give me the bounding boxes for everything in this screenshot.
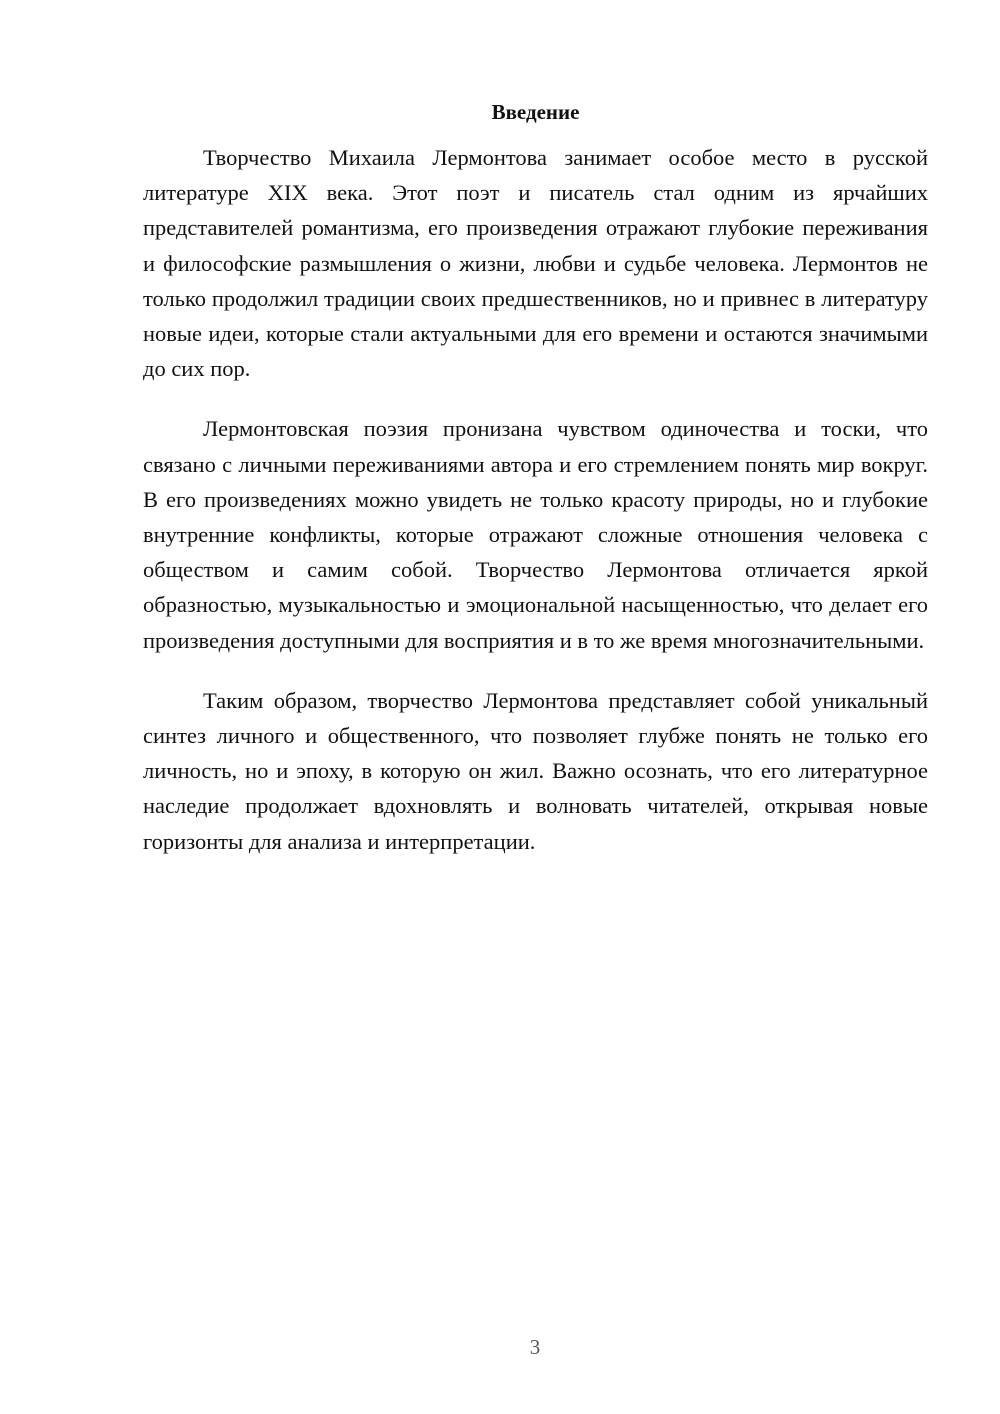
section-heading: Введение	[491, 100, 580, 124]
page-number: 3	[529, 1335, 541, 1359]
paragraph-3: Таким образом, творчество Лермонтова представляет собой уникальный синтез личного и общественного, что позволяет глубже понять не только его личность, но и эпоху, в которую он жил. Важно осознать, что его литературное наследие продолжает вдохновлять и волновать читателей, открывая новые горизонты для анализа и интерпретации.	[143, 687, 928, 854]
paragraph-1: Творчество Михаила Лермонтова занимает особое место в русской литературе XIX века. Этот поэт и писатель стал одним из ярчайших представителей романтизма, его произведения отражают глубокие переживания и философские размышления о жизни, любви и судьбе человека. Лермонтов не только продолжил традиции своих предшественников, но и привнес в литературу новые идеи, которые стали актуальными для его времени и остаются значимыми до сих пор.	[143, 145, 928, 382]
body-text	[143, 140, 928, 884]
paragraph-2: Лермонтовская поэзия пронизана чувством одиночества и тоски, что связано с личными переживаниями автора и его стремлением понять мир вокруг. В его произведениях можно увидеть не только красоту природы, но и глубокие внутренние конфликты, которые отражают сложные отношения человека с обществом и самим собой. Творчество Лермонтова отличается яркой образностью, музыкальностью и эмоциональной насыщенностью, что делает его произведения доступными для восприятия и в то же время многозначительными.	[143, 416, 928, 653]
